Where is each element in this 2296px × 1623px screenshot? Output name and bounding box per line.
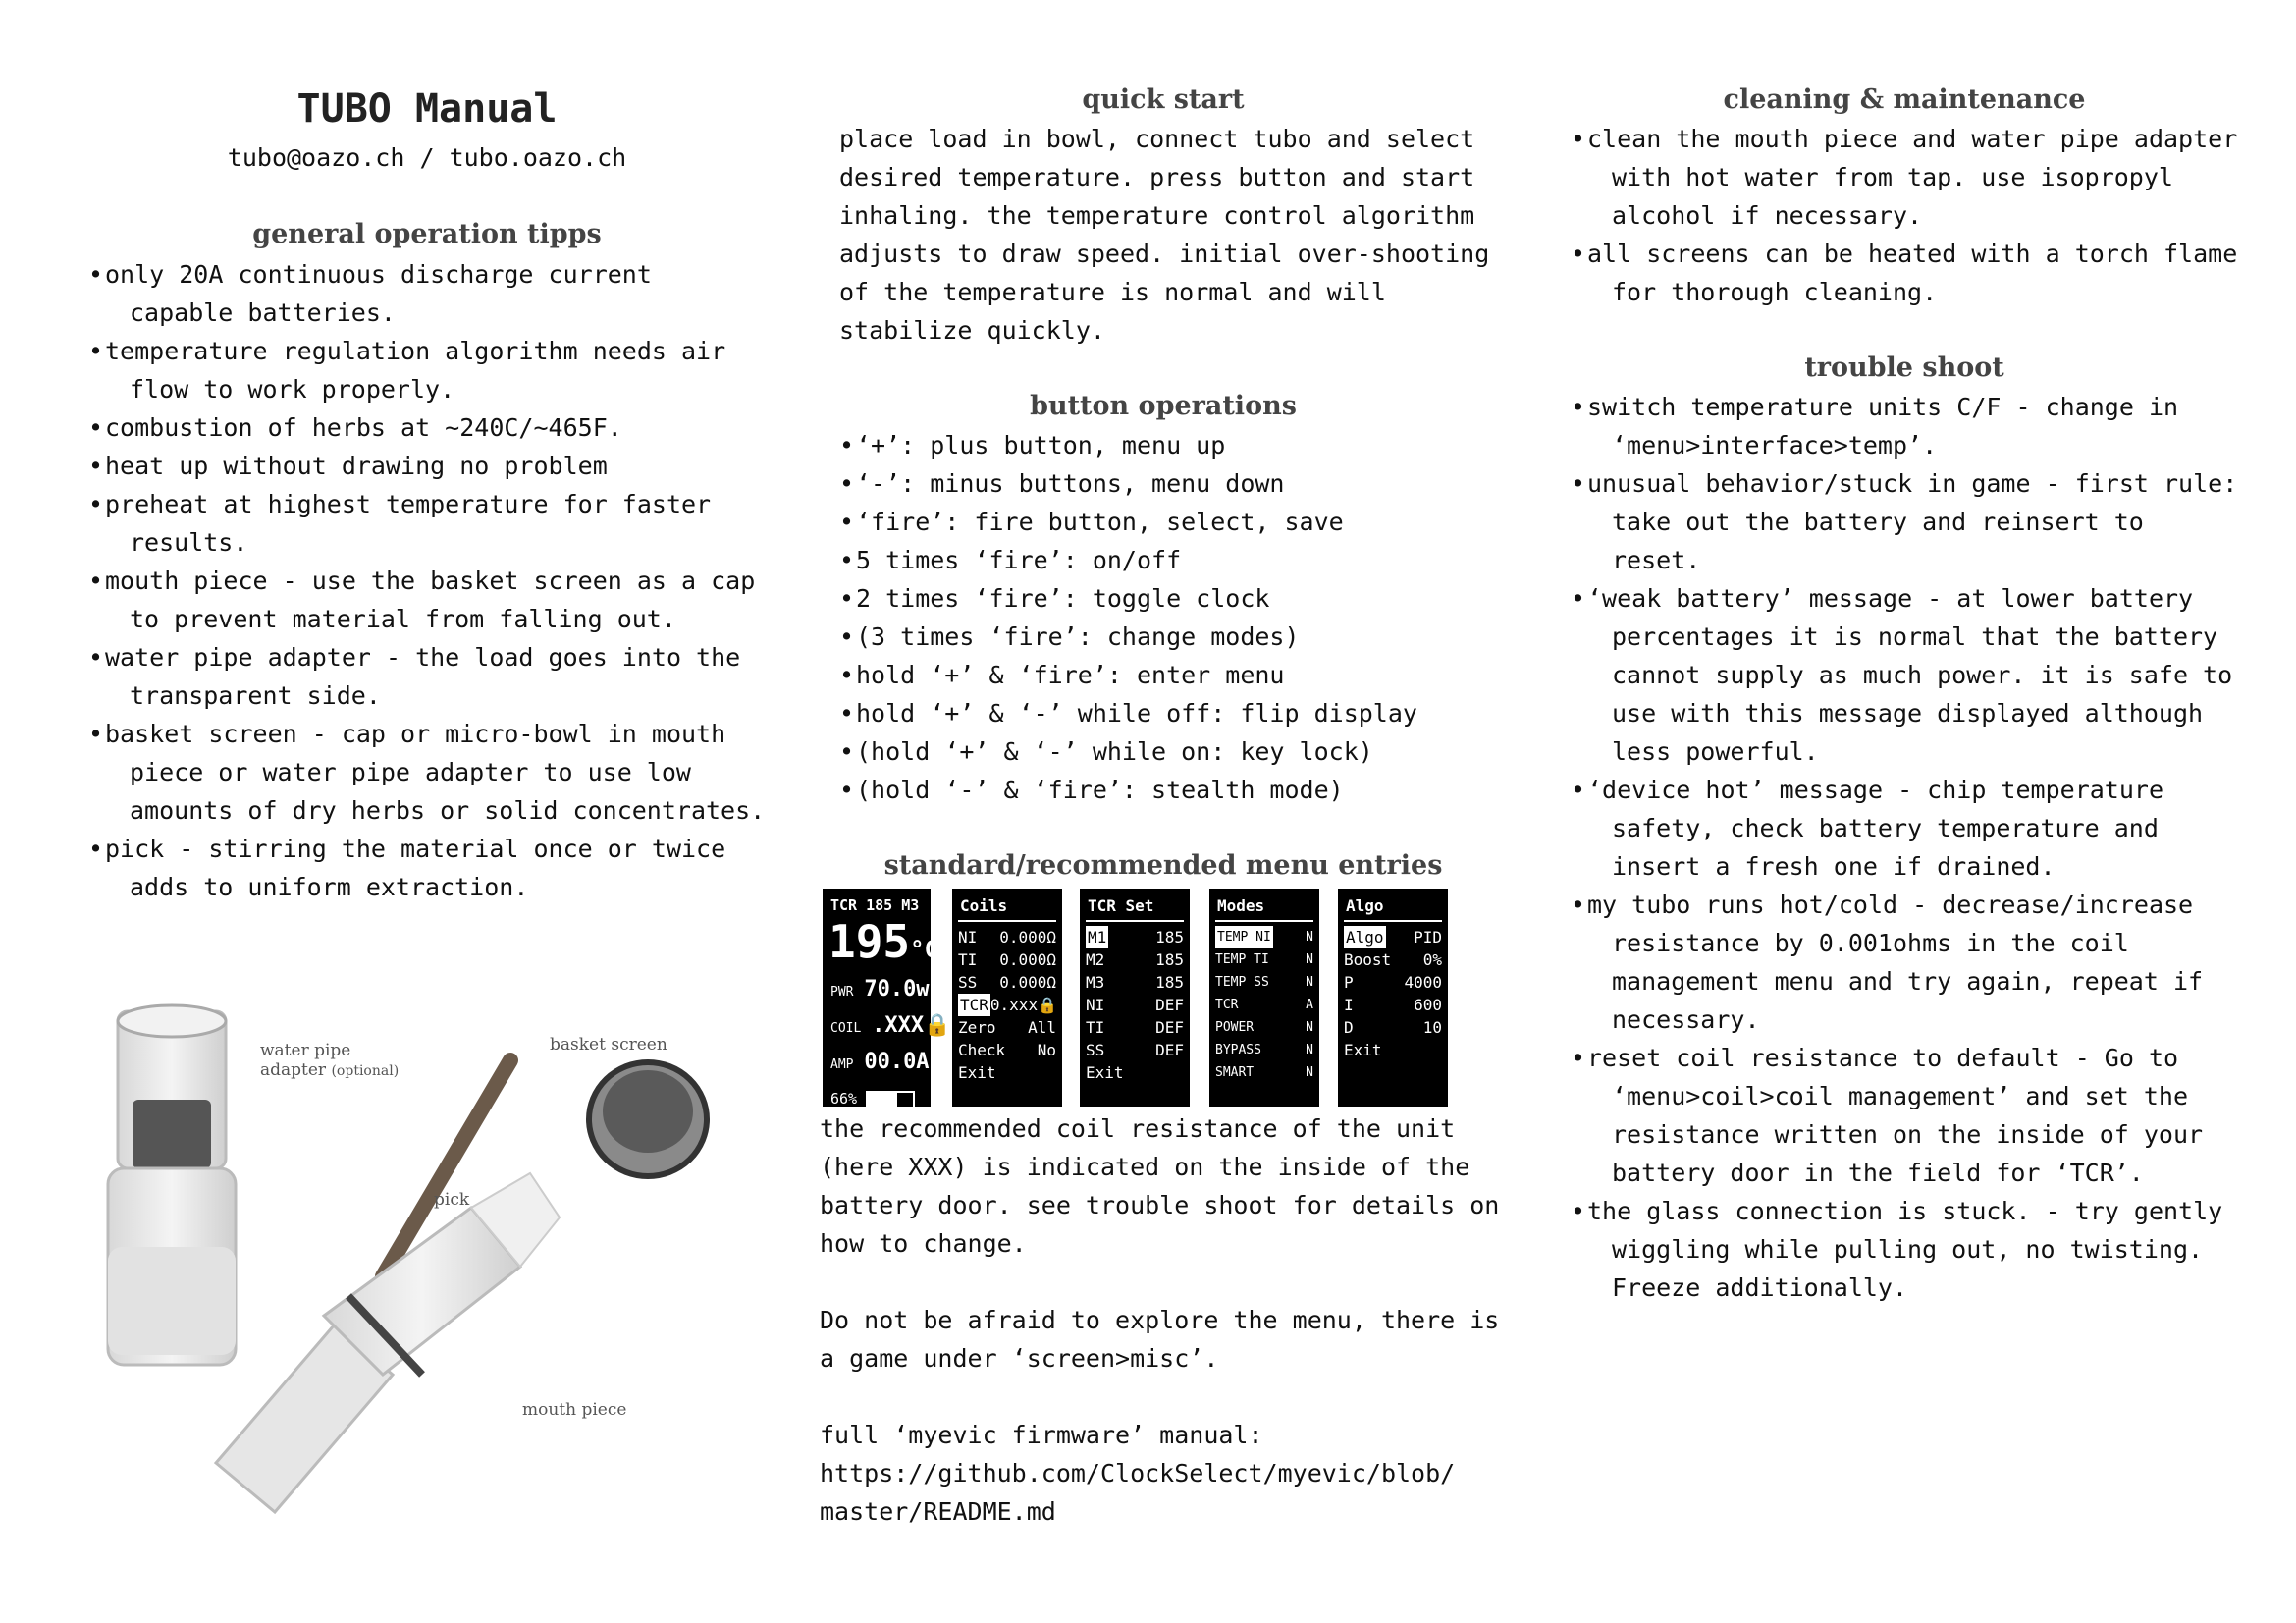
label-water-pipe: water pipe <box>260 1041 351 1060</box>
menu-row: M3 185 <box>1086 973 1184 992</box>
general-heading: general operation tipps <box>252 219 602 249</box>
coil-note: the recommended coil resistance of the unit (here XXX) is indicated on the inside of the battery door. see trouble shoot for details on how to change. <box>820 1114 1500 1258</box>
button-operations-heading: button operations <box>1030 391 1297 421</box>
page-title: TUBO Manual <box>296 86 558 132</box>
list-item: • unusual behavior/stuck in game - first rule: take out the battery and reinsert to reset. <box>1571 464 2238 579</box>
trouble-list <box>1571 388 2238 1307</box>
battery-fill <box>868 1093 897 1107</box>
manual-link-line2[interactable]: master/README.md <box>820 1497 1056 1526</box>
list-item: • mouth piece - use the basket screen as a cap to prevent material from falling out. <box>88 562 766 638</box>
accessories-illustration <box>98 1001 775 1532</box>
screen-title: Coils <box>960 896 1008 915</box>
menu-screens <box>820 889 1458 1107</box>
list-item: • clean the mouth piece and water pipe adapter with hot water from tap. use isopropyl alcohol if necessary. <box>1571 120 2238 235</box>
menu-entries-heading: standard/recommended menu entries <box>883 850 1443 881</box>
list-item: • pick - stirring the material once or twice adds to uniform extraction. <box>88 830 766 906</box>
list-item: • the glass connection is stuck. - try gently wiggling while pulling out, no twisting. Freeze additionally. <box>1571 1192 2238 1307</box>
cleaning-list <box>1571 120 2238 311</box>
label-mouth-piece: mouth piece <box>522 1400 627 1420</box>
battery-icon <box>866 1091 915 1109</box>
cleaning-heading: cleaning & maintenance <box>1723 84 2086 115</box>
temp-value: 195 <box>828 915 911 968</box>
screen-modes <box>1209 889 1319 1107</box>
list-item: • temperature regulation algorithm needs air flow to work properly. <box>88 332 766 408</box>
list-item: • ‘weak battery’ message - at lower battery percentages it is normal that the battery cannot supply as much power. it is safe to use with this message displayed although less powerful. <box>1571 579 2238 771</box>
list-item: • 2 times ‘fire’: toggle clock <box>839 579 1507 618</box>
screen-tcr-set <box>1080 889 1190 1107</box>
label-optional: (optional) <box>331 1063 400 1079</box>
label-pick: pick <box>434 1190 470 1210</box>
menu-row: NI 0.000Ω <box>958 928 1056 947</box>
menu-row: SS 0.000Ω <box>958 973 1056 992</box>
menu-row: TI DEF <box>1086 1018 1184 1037</box>
list-item: • ‘+’: plus button, menu up <box>839 426 1507 464</box>
mouth-piece-drawing <box>216 1173 560 1512</box>
list-item: • (hold ‘+’ & ‘-’ while on: key lock) <box>839 732 1507 771</box>
list-item: • heat up without drawing no problem <box>88 447 766 485</box>
trouble-heading: trouble shoot <box>1804 352 2004 383</box>
menu-row: SMART N <box>1215 1065 1313 1080</box>
accessories-drawing <box>98 1001 775 1532</box>
manual-link-line1[interactable]: https://github.com/ClockSelect/myevic/blob/ <box>820 1459 1456 1488</box>
screen-home-temp <box>823 915 938 973</box>
list-item: • only 20A continuous discharge current capable batteries. <box>88 255 766 332</box>
menu-row: Boost 0% <box>1344 950 1442 969</box>
contact-line: tubo@oazo.ch / tubo.oazo.ch <box>227 143 627 172</box>
menu-row: Exit <box>958 1063 996 1082</box>
list-item: • hold ‘+’ & ‘fire’: enter menu <box>839 656 1507 694</box>
list-item: • (3 times ‘fire’: change modes) <box>839 618 1507 656</box>
general-list <box>88 255 766 906</box>
explore-note: Do not be afraid to explore the menu, there is a game under ‘screen>misc’. <box>820 1306 1500 1373</box>
label-adapter <box>260 1060 399 1080</box>
screen-title: Algo <box>1346 896 1384 915</box>
menu-row-selected: M1 185 <box>1088 928 1184 947</box>
screen-algo <box>1338 889 1448 1107</box>
screen-home-row: COIL .XXX🔒 <box>830 1013 951 1038</box>
list-item: • hold ‘+’ & ‘-’ while off: flip display <box>839 694 1507 732</box>
label-adapter-text: adapter <box>260 1060 327 1080</box>
screen-title: Modes <box>1217 896 1265 915</box>
menu-row: Exit <box>1086 1063 1124 1082</box>
screen-home-top: TCR 185 M3 <box>830 896 920 914</box>
menu-row: TI 0.000Ω <box>958 950 1056 969</box>
menu-row-selected: TEMP NI N <box>1209 926 1319 948</box>
screen-home <box>823 889 951 1108</box>
list-item: • water pipe adapter - the load goes into the transparent side. <box>88 638 766 715</box>
list-item: • ‘device hot’ message - chip temperature safety, check battery temperature and insert a fresh one if drained. <box>1571 771 2238 886</box>
list-item: • 5 times ‘fire’: on/off <box>839 541 1507 579</box>
list-item: • ‘-’: minus buttons, menu down <box>839 464 1507 503</box>
menu-row: SS DEF <box>1086 1041 1184 1059</box>
menu-row-selected: TCR 0.xxx🔒 <box>960 996 1057 1014</box>
menu-row-selected: Algo PID <box>1346 928 1442 947</box>
list-item: • ‘fire’: fire button, select, save <box>839 503 1507 541</box>
menu-row: TCR A <box>1215 998 1313 1012</box>
temp-unit: °C <box>910 936 938 963</box>
menu-row: P 4000 <box>1344 973 1442 992</box>
list-item: • preheat at highest temperature for faster results. <box>88 485 766 562</box>
menu-row: POWER N <box>1215 1020 1313 1035</box>
list-item: • combustion of herbs at ~240C/~465F. <box>88 408 766 447</box>
menu-row: I 600 <box>1344 996 1442 1014</box>
menu-row: NI DEF <box>1086 996 1184 1014</box>
menu-row: Zero All <box>958 1018 1056 1037</box>
menu-row: M2 185 <box>1086 950 1184 969</box>
screen-home-row: AMP 00.0A <box>830 1050 930 1074</box>
label-basket-screen: basket screen <box>550 1035 667 1055</box>
menu-row: D 10 <box>1344 1018 1442 1037</box>
quick-start-heading: quick start <box>1082 84 1245 115</box>
menu-row: Check No <box>958 1041 1056 1059</box>
water-pipe-adapter-drawing <box>108 1005 236 1365</box>
manual-label: full ‘myevic firmware’ manual: <box>820 1421 1263 1449</box>
menu-row: BYPASS N <box>1215 1043 1313 1057</box>
list-item: • switch temperature units C/F - change in ‘menu>interface>temp’. <box>1571 388 2238 464</box>
button-operations-list <box>839 426 1507 809</box>
list-item: • all screens can be heated with a torch flame for thorough cleaning. <box>1571 235 2238 311</box>
menu-row: TEMP SS N <box>1215 975 1313 990</box>
screen-coils <box>952 889 1062 1107</box>
screen-title: TCR Set <box>1088 896 1154 915</box>
quick-start-text: place load in bowl, connect tubo and select desired temperature. press button and start inhaling. the temperature control algorithm adjusts to draw speed. initial over-shooting of the temperature is normal and will stabilize quickly. <box>839 125 1490 345</box>
battery-percent: 66% <box>830 1090 858 1108</box>
basket-screen-drawing <box>589 1062 707 1176</box>
screen-home-row: PWR 70.0w <box>830 977 930 1001</box>
list-item: • my tubo runs hot/cold - decrease/increase resistance by 0.001ohms in the coil management menu and try again, repeat if necessary. <box>1571 886 2238 1039</box>
list-item: • basket screen - cap or micro-bowl in mouth piece or water pipe adapter to use low amounts of dry herbs or solid concentrates. <box>88 715 766 830</box>
list-item: • reset coil resistance to default - Go to ‘menu>coil>coil management’ and set the resistance written on the inside of your battery door in the field for ‘TCR’. <box>1571 1039 2238 1192</box>
menu-row: TEMP TI N <box>1215 952 1313 967</box>
list-item: • (hold ‘-’ & ‘fire’: stealth mode) <box>839 771 1507 809</box>
menu-row: Exit <box>1344 1041 1382 1059</box>
